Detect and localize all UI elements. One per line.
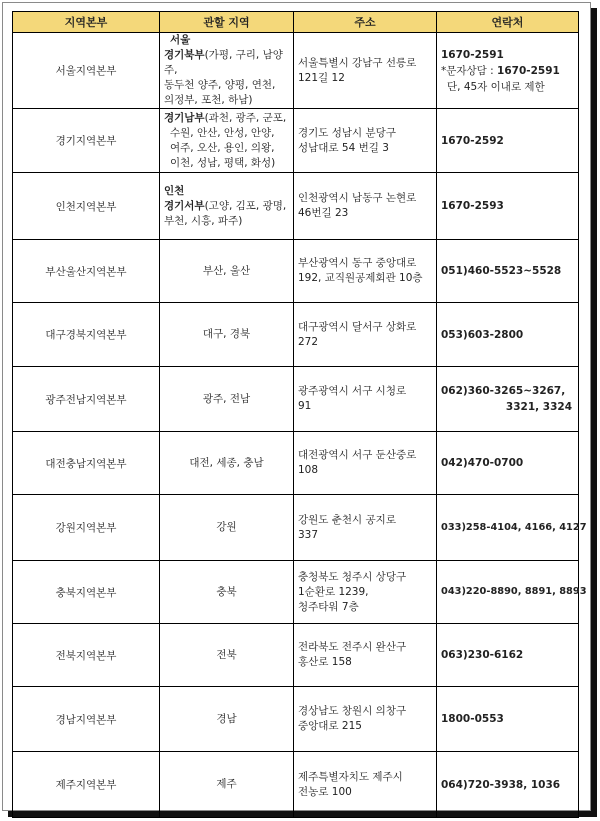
region-name: 부산울산지역본부 bbox=[13, 240, 160, 303]
area-line: 의정부, 포천, 하남) bbox=[164, 94, 253, 106]
regional-office-table bbox=[12, 11, 587, 818]
region-name: 대구경북지역본부 bbox=[13, 303, 160, 367]
jurisdiction: 경기남부(과천, 광주, 군포, 수원, 안산, 안성, 안양, 여주, 오산, 용인, 의왕, 이천, 성남, 평택, 화성) bbox=[160, 109, 294, 173]
address: 충청북도 청주시 상당구 1순환로 1239, 청주타워 7층 bbox=[294, 561, 437, 624]
address: 서울특별시 강남구 선릉로 121길 12 bbox=[294, 33, 437, 109]
region-name: 전북지역본부 bbox=[13, 624, 160, 687]
address: 대구광역시 달서구 상화로 272 bbox=[294, 303, 437, 367]
address: 전라북도 전주시 완산구 홍산로 158 bbox=[294, 624, 437, 687]
jurisdiction: 경남 bbox=[160, 687, 294, 752]
document-frame bbox=[2, 2, 591, 811]
jurisdiction: 부산, 울산 bbox=[160, 240, 294, 303]
region-name: 충북지역본부 bbox=[13, 561, 160, 624]
jurisdiction: 전북 bbox=[160, 624, 294, 687]
jurisdiction bbox=[160, 33, 294, 109]
contact: 042)470-0700 bbox=[437, 432, 579, 495]
jurisdiction: 강원 bbox=[160, 495, 294, 561]
header-address: 주소 bbox=[294, 12, 437, 33]
address: 제주특별자치도 제주시 전농로 100 bbox=[294, 752, 437, 818]
region-name: 제주지역본부 bbox=[13, 752, 160, 818]
contact-phone: 1670-2591 bbox=[441, 48, 504, 61]
jurisdiction: 인천 경기서부(고양, 김포, 광명, 부천, 시흥, 파주) bbox=[160, 173, 294, 240]
address: 경기도 성남시 분당구 성남대로 54 번길 3 bbox=[294, 109, 437, 173]
area-line: 동두천 양주, 양평, 연천, bbox=[164, 79, 276, 91]
area-line: 경기북부(가평, 구리, 남양주, bbox=[164, 49, 283, 76]
region-name: 강원지역본부 bbox=[13, 495, 160, 561]
contact: 1800-0553 bbox=[437, 687, 579, 752]
region-name: 광주전남지역본부 bbox=[13, 367, 160, 432]
jurisdiction: 제주 bbox=[160, 752, 294, 818]
region-name: 경기지역본부 bbox=[13, 109, 160, 173]
contact: 062)360-3265~3267, 3321, 3324 bbox=[437, 367, 579, 432]
address: 부산광역시 동구 중앙대로 192, 교직원공제회관 10층 bbox=[294, 240, 437, 303]
table-row bbox=[13, 109, 579, 173]
sms-note-limit: 단, 45자 이내로 제한 bbox=[447, 80, 545, 93]
header-contact: 연락처 bbox=[437, 12, 579, 33]
table-row bbox=[13, 33, 579, 109]
table-row bbox=[13, 687, 579, 752]
jurisdiction: 대전, 세종, 충남 bbox=[160, 432, 294, 495]
address: 인천광역시 남동구 논현로 46번길 23 bbox=[294, 173, 437, 240]
header-area: 관할 지역 bbox=[160, 12, 294, 33]
address: 강원도 춘천시 공지로 337 bbox=[294, 495, 437, 561]
contact: 1670-2593 bbox=[437, 173, 579, 240]
contact: 064)720-3938, 1036 bbox=[437, 752, 579, 818]
region-name: 대전충남지역본부 bbox=[13, 432, 160, 495]
sms-note: *문자상담 : 1670-2591 bbox=[441, 64, 560, 77]
contact: 033)258-4104, 4166, 4127 bbox=[437, 495, 579, 561]
table-row bbox=[13, 240, 579, 303]
contact: 053)603-2800 bbox=[437, 303, 579, 367]
contact: 063)230-6162 bbox=[437, 624, 579, 687]
contact: 051)460-5523~5528 bbox=[437, 240, 579, 303]
table-header-row bbox=[13, 12, 579, 33]
table-row bbox=[13, 367, 579, 432]
table-row bbox=[13, 495, 579, 561]
table-row bbox=[13, 752, 579, 818]
region-name: 경남지역본부 bbox=[13, 687, 160, 752]
area-line: 서울 bbox=[170, 34, 191, 46]
region-name: 서울지역본부 bbox=[13, 33, 160, 109]
jurisdiction: 대구, 경북 bbox=[160, 303, 294, 367]
address: 경상남도 창원시 의창구 중앙대로 215 bbox=[294, 687, 437, 752]
table-row bbox=[13, 303, 579, 367]
jurisdiction: 광주, 전남 bbox=[160, 367, 294, 432]
header-region: 지역본부 bbox=[13, 12, 160, 33]
address: 대전광역시 서구 둔산중로 108 bbox=[294, 432, 437, 495]
table-row bbox=[13, 432, 579, 495]
contact bbox=[437, 33, 579, 109]
table-row bbox=[13, 561, 579, 624]
contact: 1670-2592 bbox=[437, 109, 579, 173]
address: 광주광역시 서구 시청로 91 bbox=[294, 367, 437, 432]
region-name: 인천지역본부 bbox=[13, 173, 160, 240]
contact: 043)220-8890, 8891, 8893 bbox=[437, 561, 579, 624]
table-row bbox=[13, 624, 579, 687]
jurisdiction: 충북 bbox=[160, 561, 294, 624]
table-row bbox=[13, 173, 579, 240]
